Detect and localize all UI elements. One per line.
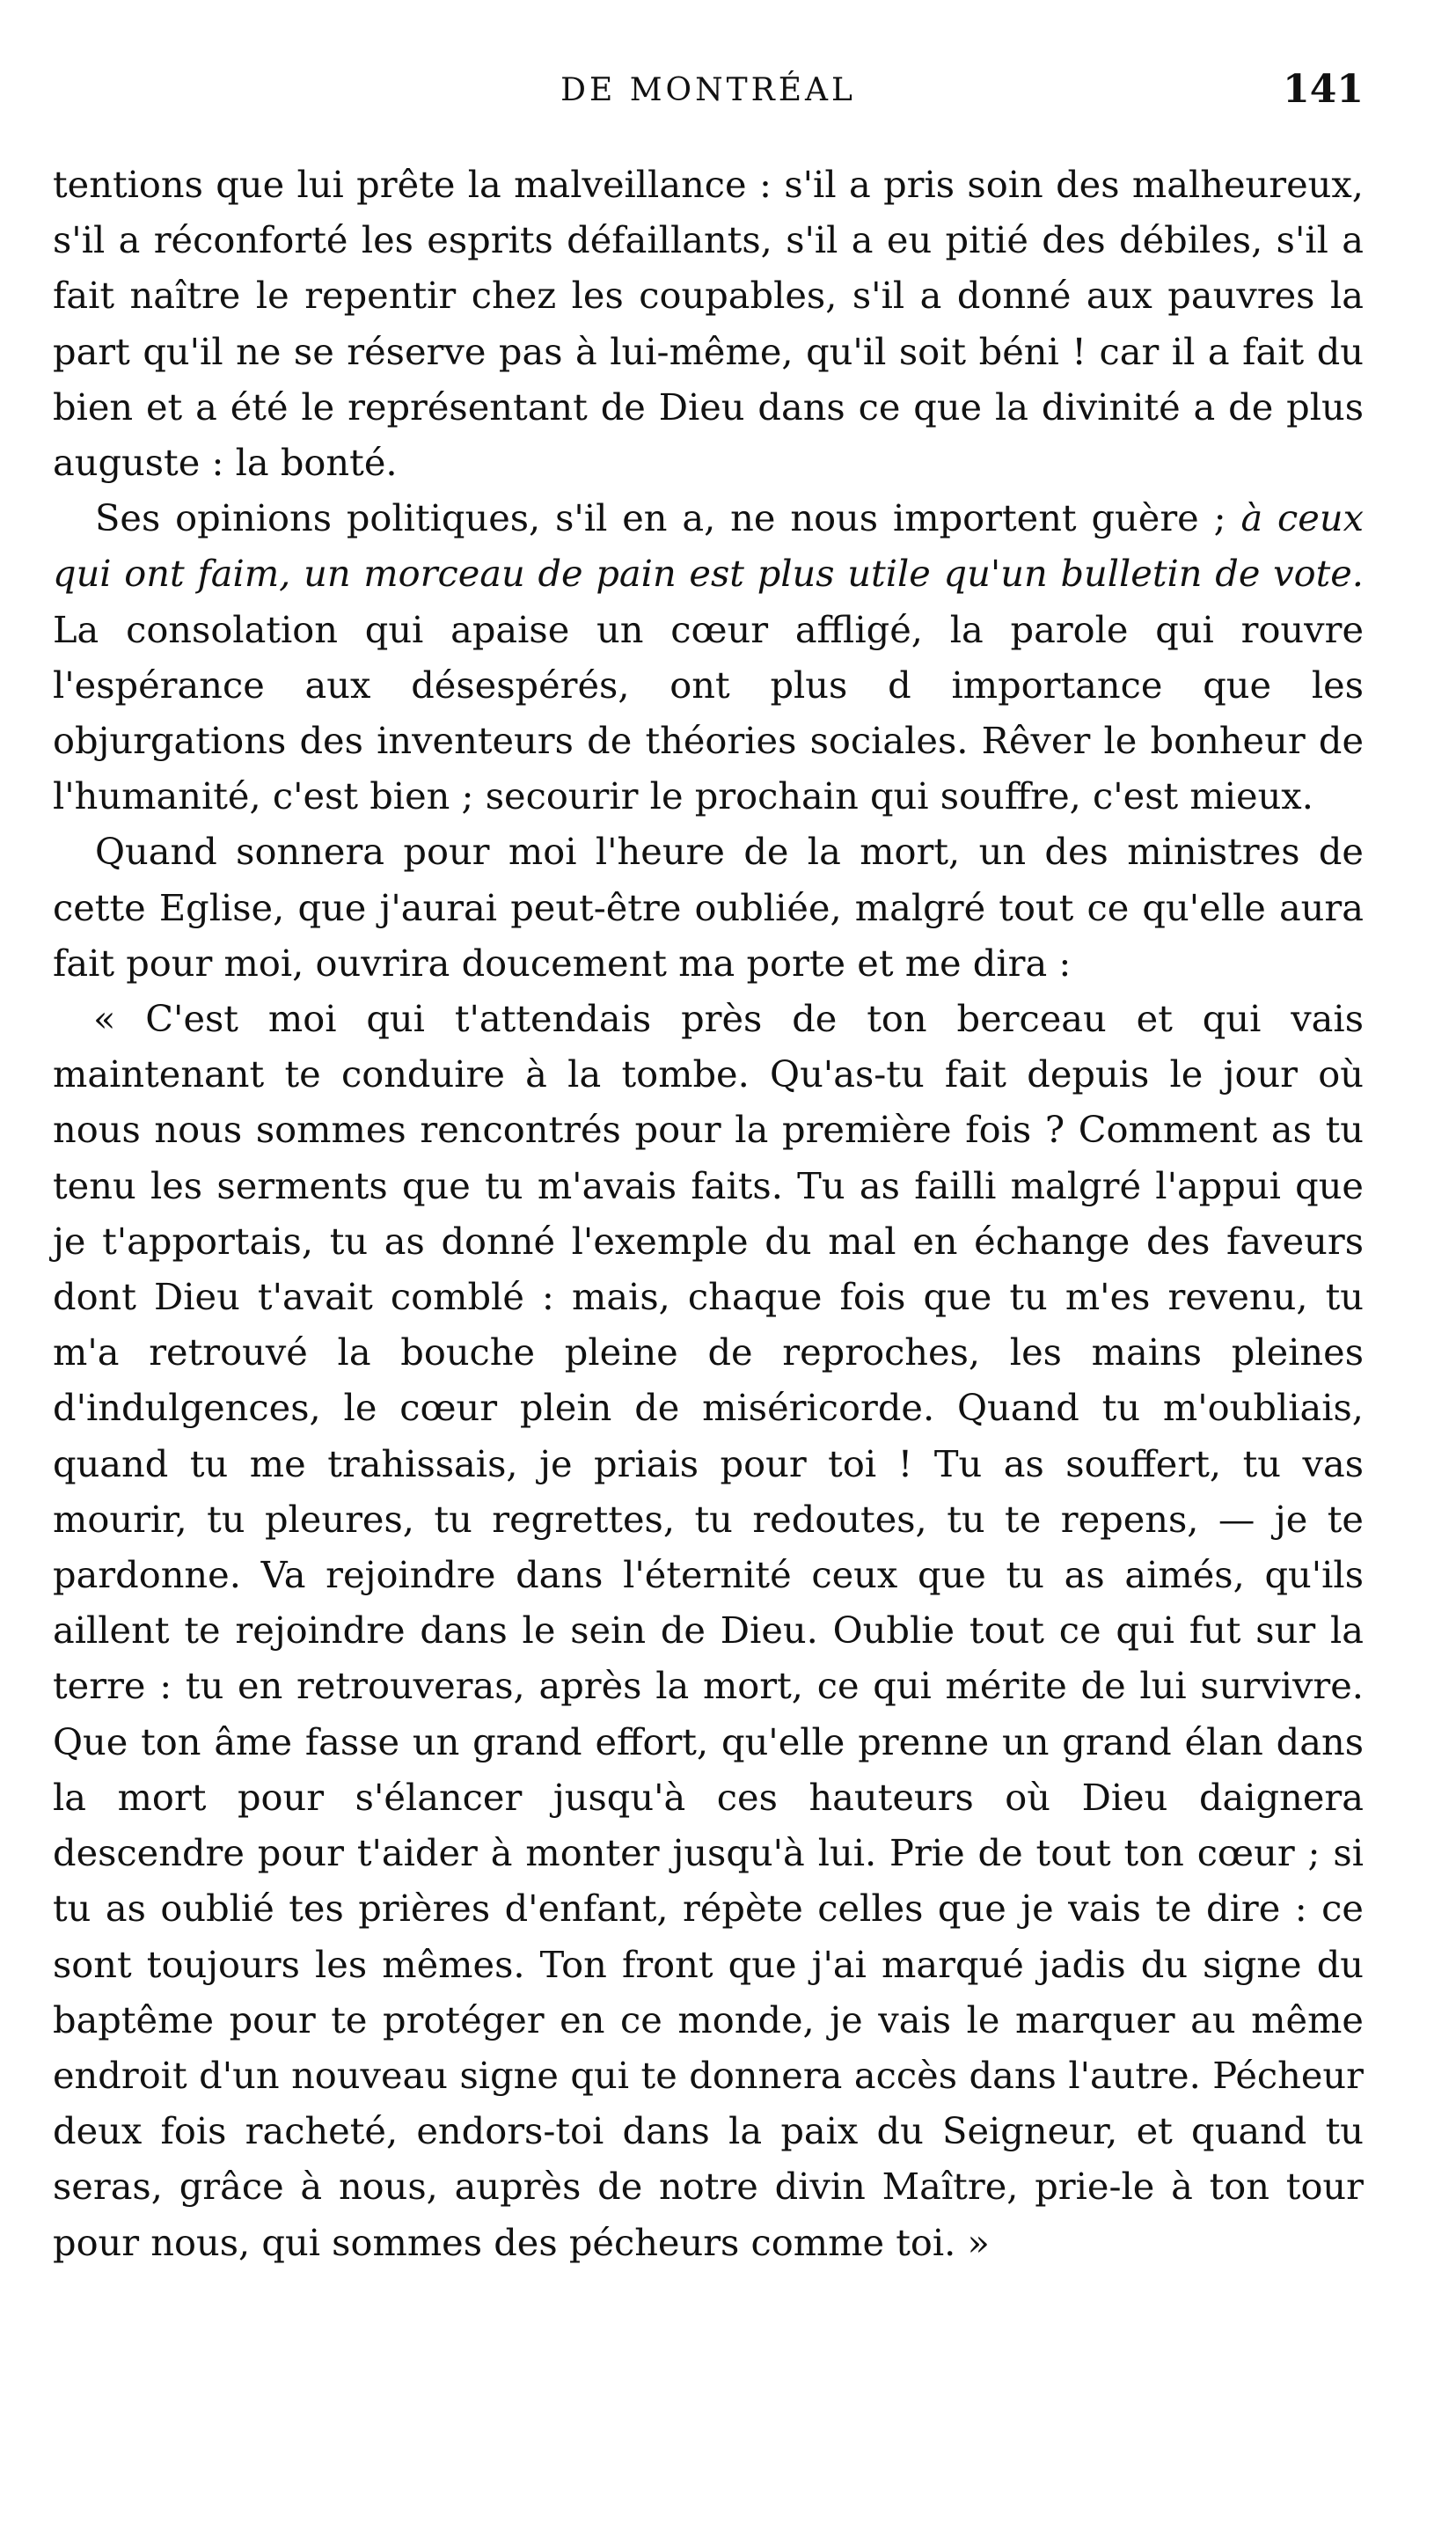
paragraph-2-italic: à ceux qui ont faim, un morceau de pain est plus utile qu'un bulletin de vote. [53, 496, 1364, 596]
page-number: 141 [1283, 67, 1364, 112]
paragraph-1: tentions que lui prête la malveillance : s'il a pris soin des malheureux, s'il a réconforté les esprits défaillants, s'il a eu pitié des débiles, s'il a fait naître le repentir chez les coupables, s'il a donné aux pauvres la part qu'il ne se réserve pas à lui-même, qu'il soit béni ! car il a fait du bien et a été le représentant de Dieu dans ce que la divinité a de plus auguste : la bonté. [53, 163, 1364, 485]
running-title: DE MONTRÉAL [560, 72, 856, 108]
paragraph-2 [53, 490, 1364, 824]
paragraph-4-quote: « C'est moi qui t'attendais près de ton berceau et qui vais maintenant te conduire à la tombe. Qu'as-tu fait depuis le jour où nous nous sommes rencontrés pour la première fois ? Comment as tu tenu les serments que tu m'avais faits. Tu as failli malgré l'appui que je t'apportais, tu as donné l'exemple du mal en échange des faveurs dont Dieu t'avait comblé : mais, chaque fois que tu m'es revenu, tu m'a retrouvé la bouche pleine de reproches, les mains pleines d'indulgences, le cœur plein de miséricorde. Quand tu m'oubliais, quand tu me trahissais, je priais pour toi ! Tu as souffert, tu vas mourir, tu pleures, tu regrettes, tu redoutes, tu te repens, — je te pardonne. Va rejoindre dans l'éternité ceux que tu as aimés, qu'ils aillent te rejoindre dans le sein de Dieu. Oublie tout ce qui fut sur la terre : tu en retrouveras, après la mort, ce qui mérite de lui survivre. Que ton âme fasse un grand effort, qu'elle prenne un grand élan dans la mort pour s'élancer jusqu'à ces hauteurs où Dieu daignera descendre pour t'aider à monter jusqu'à lui. Prie de tout ton cœur ; si tu as oublié tes prières d'enfant, répète celles que je vais te dire : ce sont toujours les mêmes. Ton front que j'ai marqué jadis du signe du baptême pour te protéger en ce monde, je vais le marquer au même endroit d'un nouveau signe qui te donnera accès dans l'autre. Pécheur deux fois racheté, endors-toi dans la paix du Seigneur, et quand tu seras, grâce à nous, auprès de notre divin Maître, prie-le à ton tour pour nous, qui sommes des pécheurs comme toi. » [53, 997, 1364, 2264]
body-text [53, 157, 1364, 2270]
paragraph-3: Quand sonnera pour moi l'heure de la mort, un des ministres de cette Eglise, que j'aurai peut-être oubliée, malgré tout ce qu'elle aura fait pour moi, ouvrira doucement ma porte et me dira : [53, 830, 1364, 985]
page-header [53, 67, 1364, 125]
paragraph-2-start: Ses opinions politiques, s'il en a, ne nous importent guère ; [95, 496, 1241, 540]
paragraph-2-end: La consolation qui apaise un cœur affligé, la parole qui rouvre l'espérance aux désespérés, ont plus d importance que les objurgations des inventeurs de théories sociales. Rêver le bonheur de l'humanité, c'est bien ; secourir le prochain qui souffre, c'est mieux. [53, 607, 1364, 818]
